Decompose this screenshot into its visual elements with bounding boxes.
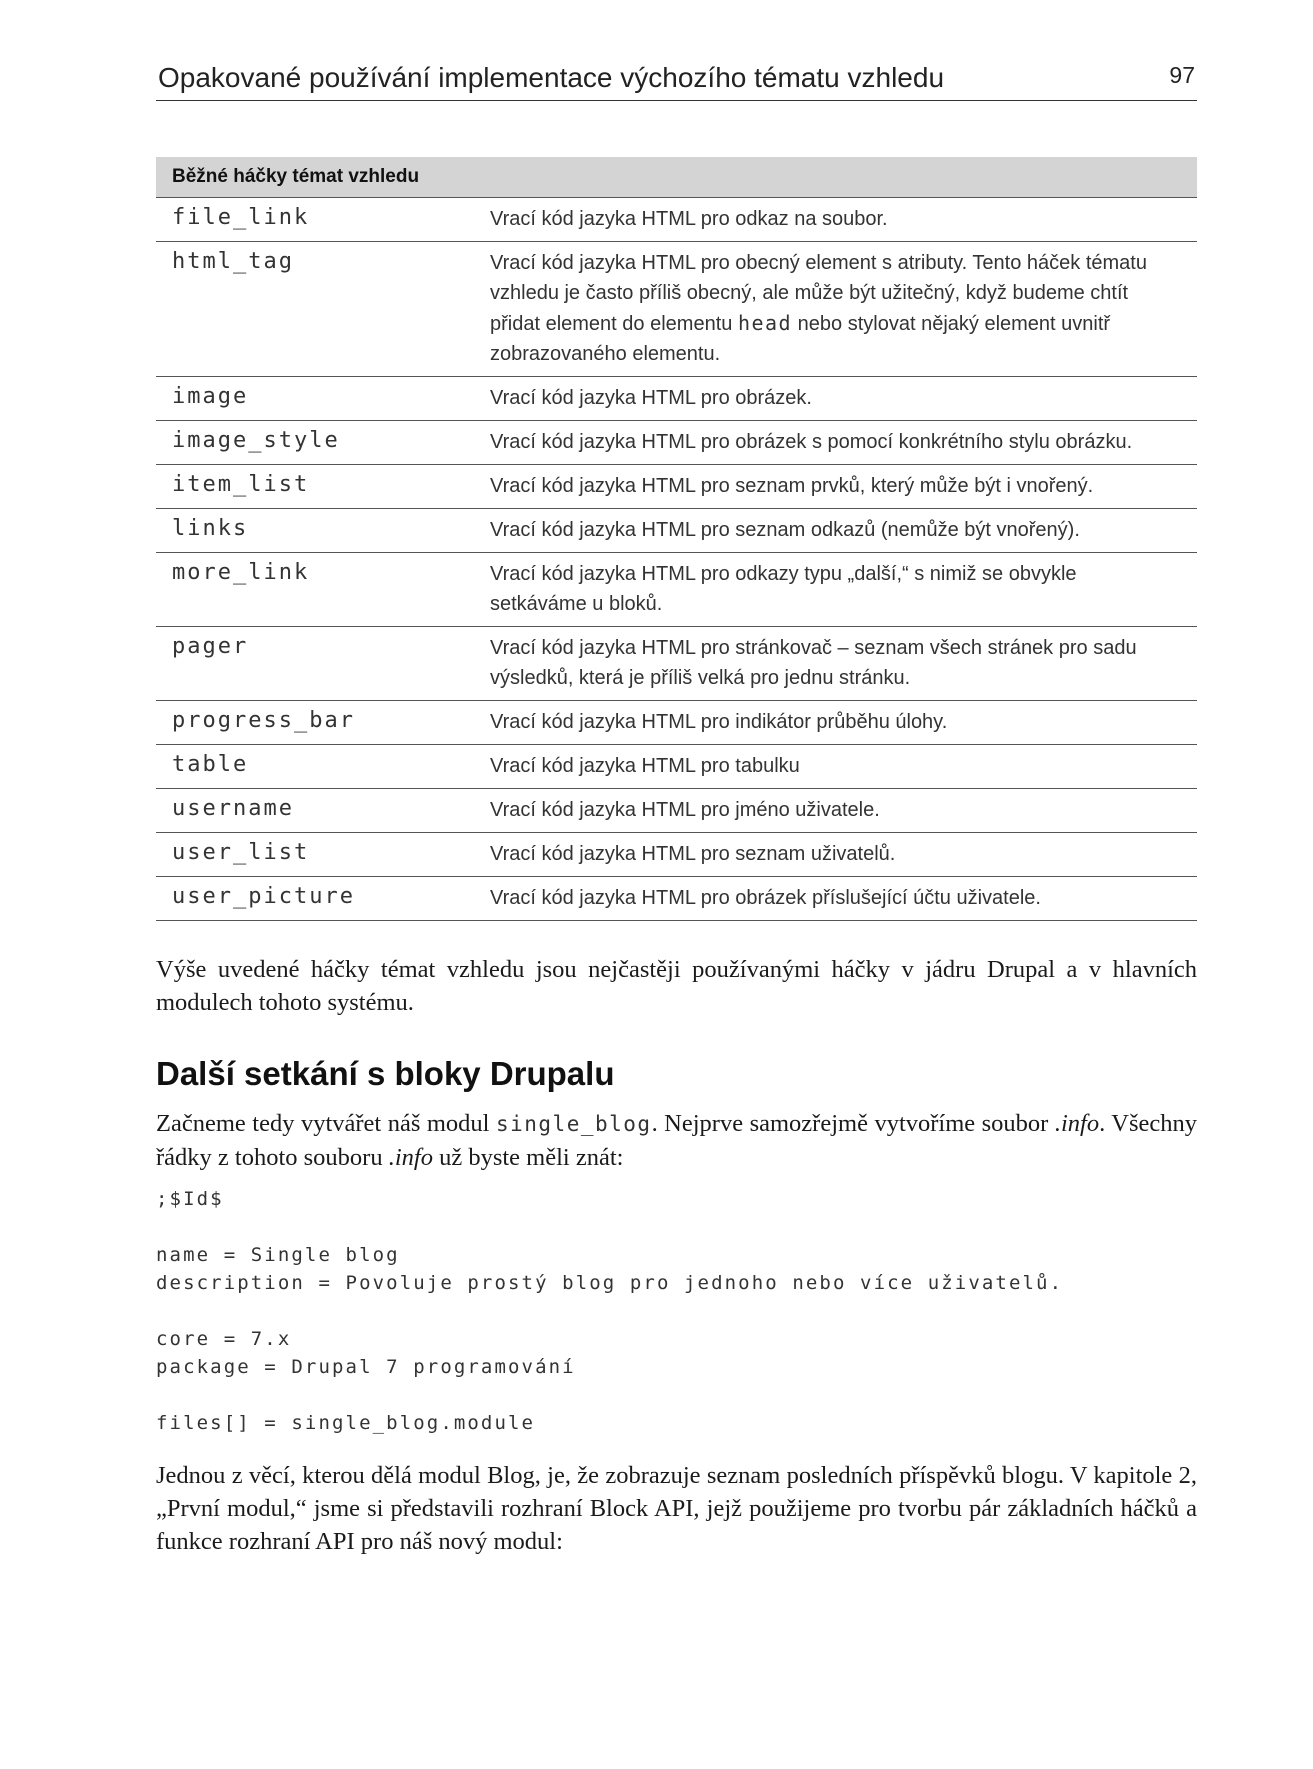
hook-name: progress_bar (156, 701, 490, 745)
table-row (156, 377, 1197, 421)
hook-name: user_list (156, 833, 490, 877)
table-row (156, 833, 1197, 877)
inline-code: single_blog (495, 1112, 652, 1136)
running-header (156, 58, 1197, 101)
hook-name: item_list (156, 465, 490, 509)
hook-name: html_tag (156, 242, 490, 377)
hook-name: image_style (156, 421, 490, 465)
paragraph-module-intro (156, 1107, 1197, 1174)
hook-name: user_picture (156, 877, 490, 921)
table-row (156, 627, 1197, 701)
hook-description-text: nebo stylovat nějaký element uvnitř zobrazovaného elementu. (490, 313, 1111, 365)
hook-name: links (156, 509, 490, 553)
hook-description: Vrací kód jazyka HTML pro indikátor průběhu úlohy. (490, 701, 1197, 745)
inline-code: head (737, 311, 793, 335)
hook-description-text: Vrací kód jazyka HTML pro obecný element s atributy. Tento háček tématu vzhledu je často příliš obecný, ale může být užitečný, když budeme chtít přidat element do elementu (490, 252, 1147, 335)
hook-name: pager (156, 627, 490, 701)
table-row (156, 789, 1197, 833)
hook-description: Vrací kód jazyka HTML pro obrázek. (490, 377, 1197, 421)
hook-name: file_link (156, 198, 490, 242)
hook-description: Vrací kód jazyka HTML pro seznam prvků, který může být i vnořený. (490, 465, 1197, 509)
hook-description: Vrací kód jazyka HTML pro jméno uživatele. (490, 789, 1197, 833)
table-row (156, 509, 1197, 553)
hook-description: Vrací kód jazyka HTML pro seznam uživatelů. (490, 833, 1197, 877)
hook-name: more_link (156, 553, 490, 627)
hook-description: Vrací kód jazyka HTML pro seznam odkazů (nemůže být vnořený). (490, 509, 1197, 553)
hook-description (490, 242, 1197, 377)
table-row (156, 877, 1197, 921)
table-row (156, 701, 1197, 745)
paragraph-text: . Nejprve samozřejmě vytvoříme soubor (651, 1110, 1055, 1137)
hook-description: Vrací kód jazyka HTML pro odkazy typu „další,“ s nimiž se obvykle setkáváme u bloků. (490, 553, 1197, 627)
paragraph-hooks-summary: Výše uvedené háčky témat vzhledu jsou nejčastěji používanými háčky v jádru Drupal a v hlavních modulech tohoto systému. (156, 956, 1197, 1016)
table-row (156, 465, 1197, 509)
running-header-title: Opakované používání implementace výchozího tématu vzhledu (158, 62, 945, 93)
hook-description: Vrací kód jazyka HTML pro obrázek příslušející účtu uživatele. (490, 877, 1197, 921)
hook-name: table (156, 745, 490, 789)
table-row (156, 242, 1197, 377)
hook-name: image (156, 377, 490, 421)
file-extension: .info (1054, 1110, 1100, 1137)
table-row (156, 421, 1197, 465)
hook-name: username (156, 789, 490, 833)
table-row (156, 198, 1197, 242)
hook-description: Vrací kód jazyka HTML pro stránkovač – seznam všech stránek pro sadu výsledků, která je příliš velká pro jednu stránku. (490, 627, 1197, 701)
paragraph-text: už byste měli znát: (432, 1144, 624, 1171)
hook-description: Vrací kód jazyka HTML pro tabulku (490, 745, 1197, 789)
hook-description: Vrací kód jazyka HTML pro odkaz na soubor. (490, 198, 1197, 242)
file-extension: .info (388, 1144, 433, 1171)
paragraph-text: . Všechny řádky z tohoto souboru (156, 1110, 1197, 1171)
theme-hooks-table (156, 157, 1197, 921)
table-row (156, 553, 1197, 627)
section-heading: Další setkání s bloky Drupalu (156, 1055, 615, 1092)
page-number: 97 (1169, 62, 1195, 88)
paragraph-text: Začneme tedy vytvářet náš modul (156, 1110, 496, 1137)
table-heading: Běžné háčky témat vzhledu (156, 157, 1197, 198)
table-row (156, 745, 1197, 789)
paragraph-block-api: Jednou z věcí, kterou dělá modul Blog, je, že zobrazuje seznam posledních příspěvků blogu. V kapitole 2, „První modul,“ jsme si představili rozhraní Block API, jejž použijeme pro tvorbu pár základních háčků a funkce rozhraní API pro náš nový modul: (156, 1462, 1197, 1555)
info-file-code-block: ;$Id$ name = Single blog description = Povoluje prostý blog pro jednoho nebo více uživatelů. core = 7.x package = Drupal 7 programování files[] = single_blog.module (156, 1188, 1064, 1434)
hook-description: Vrací kód jazyka HTML pro obrázek s pomocí konkrétního stylu obrázku. (490, 421, 1197, 465)
